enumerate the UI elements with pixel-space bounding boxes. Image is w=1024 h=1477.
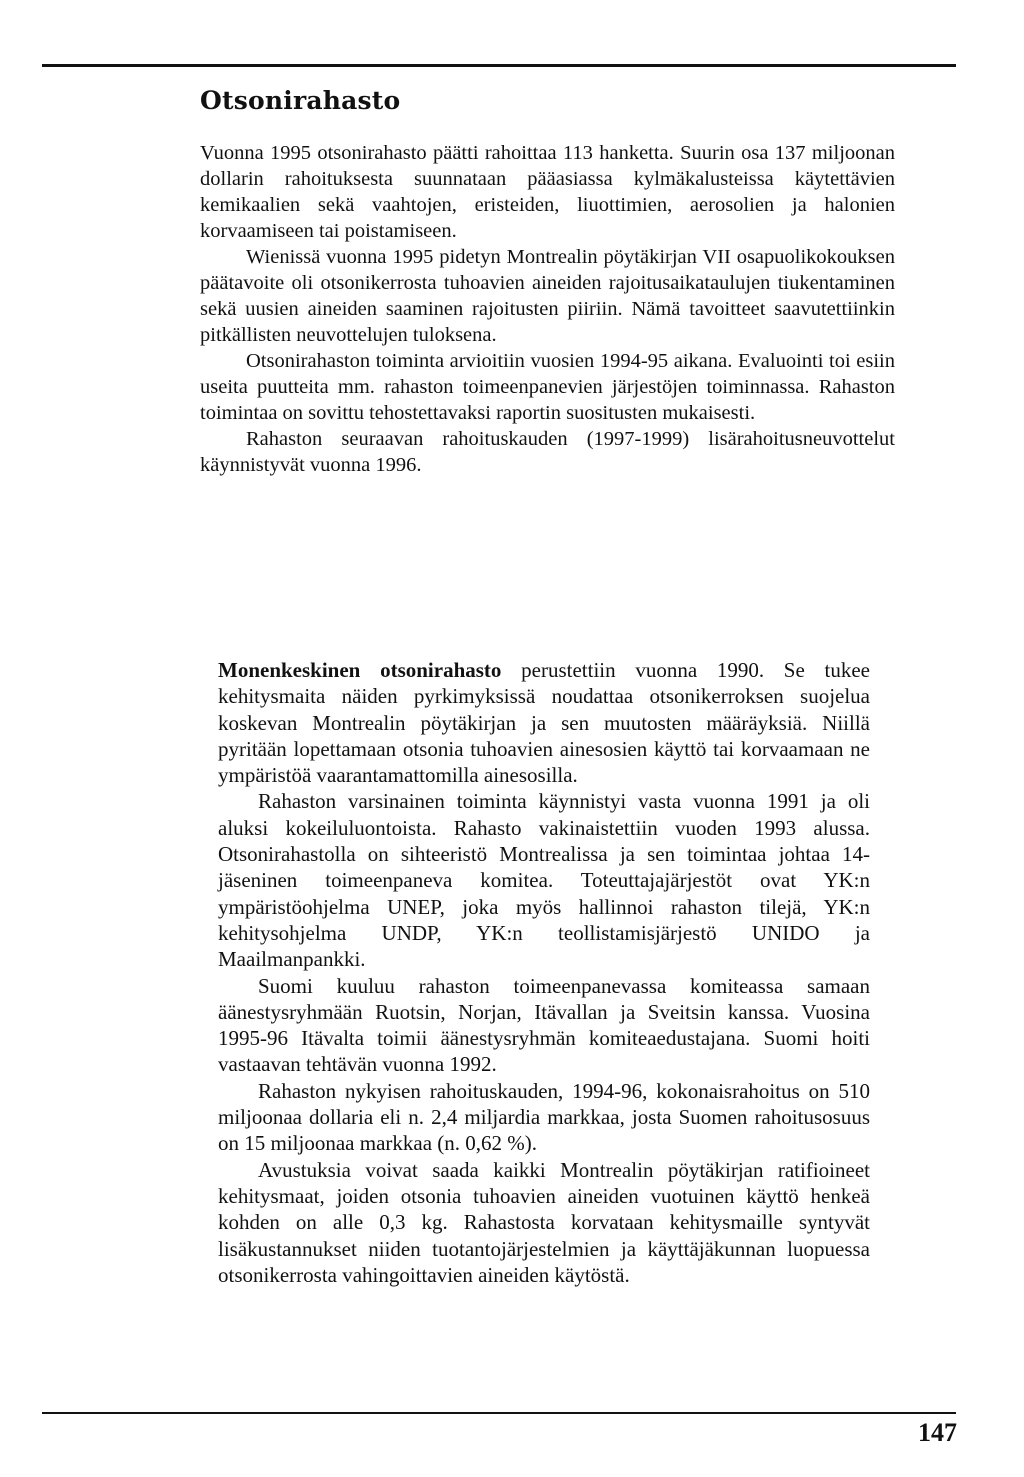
top-rule <box>42 64 956 67</box>
box-paragraph-3: Rahaston nykyisen rahoituskauden, 1994-96, kokonaisrahoitus on 510 miljoonaa dollaria eli n. 2,4 miljardia markkaa, josta Suomen rahoitusosuus on 15 miljoonaa markkaa (n. 0,62 %). <box>218 1078 870 1156</box>
box-lead-paragraph <box>218 657 870 788</box>
main-text-column <box>200 140 895 478</box>
box-paragraph-2: Suomi kuuluu rahaston toimeenpanevassa komiteassa samaan äänestysryhmään Ruotsin, Norjan, Itävallan ja Sveitsin kanssa. Vuosina 1995-96 Itävalta toimii äänestysryhmän komiteaedustajana. Suomi hoiti vastaavan tehtävän vuonna 1992. <box>218 973 870 1077</box>
main-paragraph-1: Vuonna 1995 otsonirahasto päätti rahoittaa 113 hanketta. Suurin osa 137 miljoonan dollarin rahoituksesta suunnataan pääasiassa kylmäkalusteissa käytettävien kemikaalien sekä vaahtojen, eristeiden, liuottimien, aerosolien ja halonien korvaamiseen tai poistamiseen. <box>200 142 895 242</box>
section-heading: Otsonirahasto <box>200 86 401 115</box>
box-paragraph-1: Rahaston varsinainen toiminta käynnistyi vasta vuonna 1991 ja oli aluksi kokeiluluontoista. Rahasto vakinaistettiin vuoden 1993 alussa. Otsonirahastolla on sihteeristö Montrealissa ja sen toimintaa johtaa 14-jäseninen toimeenpaneva komitea. Toteuttajajärjestöt ovat YK:n ympäristöohjelma UNEP, joka myös hallinnoi rahaston tilejä, YK:n kehitysohjelma UNDP, YK:n teollistamisjärjestö UNIDO ja Maailmanpankki. <box>218 789 870 972</box>
main-paragraph-2: Wienissä vuonna 1995 pidetyn Montrealin pöytäkirjan VII osapuolikokouksen päätavoite oli otsonikerrosta tuhoavien aineiden rajoitusaikataulujen tiukentaminen sekä uusien aineiden saaminen rajoitusten piiriin. Nämä tavoitteet saavutettiinkin pitkällisten neuvottelujen tuloksena. <box>200 246 895 346</box>
fund-info-box <box>218 657 870 1288</box>
page-number: 147 <box>918 1418 957 1447</box>
box-lead-rest: perustettiin vuonna 1990. Se tukee kehitysmaita näiden pyrkimyksissä noudattaa otsonikerroksen suojelua koskevan Montrealin pöytäkirjan ja sen muutosten määräyksiä. Niillä pyritään lopettamaan otsonia tuhoavien ainesosien käyttö tai korvaamaan ne ympäristöä vaarantamattomilla ainesosilla. <box>218 658 870 788</box>
bottom-rule <box>42 1412 956 1414</box>
box-lead-bold: Monenkeskinen otsonirahasto <box>218 658 502 682</box>
main-paragraph-4: Rahaston seuraavan rahoituskauden (1997-1999) lisärahoitusneuvottelut käynnistyvät vuonna 1996. <box>200 428 895 476</box>
box-paragraph-4: Avustuksia voivat saada kaikki Montrealin pöytäkirjan ratifioineet kehitysmaat, joiden otsonia tuhoavien aineiden vuotuinen käyttö henkeä kohden on alle 0,3 kg. Rahastosta korvataan kehitysmaille syntyvät lisäkustannukset niiden tuotantojärjestelmien ja käyttäjäkunnan luopuessa otsonikerrosta vahingoittavien aineiden käytöstä. <box>218 1157 870 1287</box>
main-paragraph-3: Otsonirahaston toiminta arvioitiin vuosien 1994-95 aikana. Evaluointi toi esiin useita puutteita mm. rahaston toimeenpanevien järjestöjen toiminnassa. Rahaston toimintaa on sovittu tehostettavaksi raportin suositusten mukaisesti. <box>200 350 895 424</box>
